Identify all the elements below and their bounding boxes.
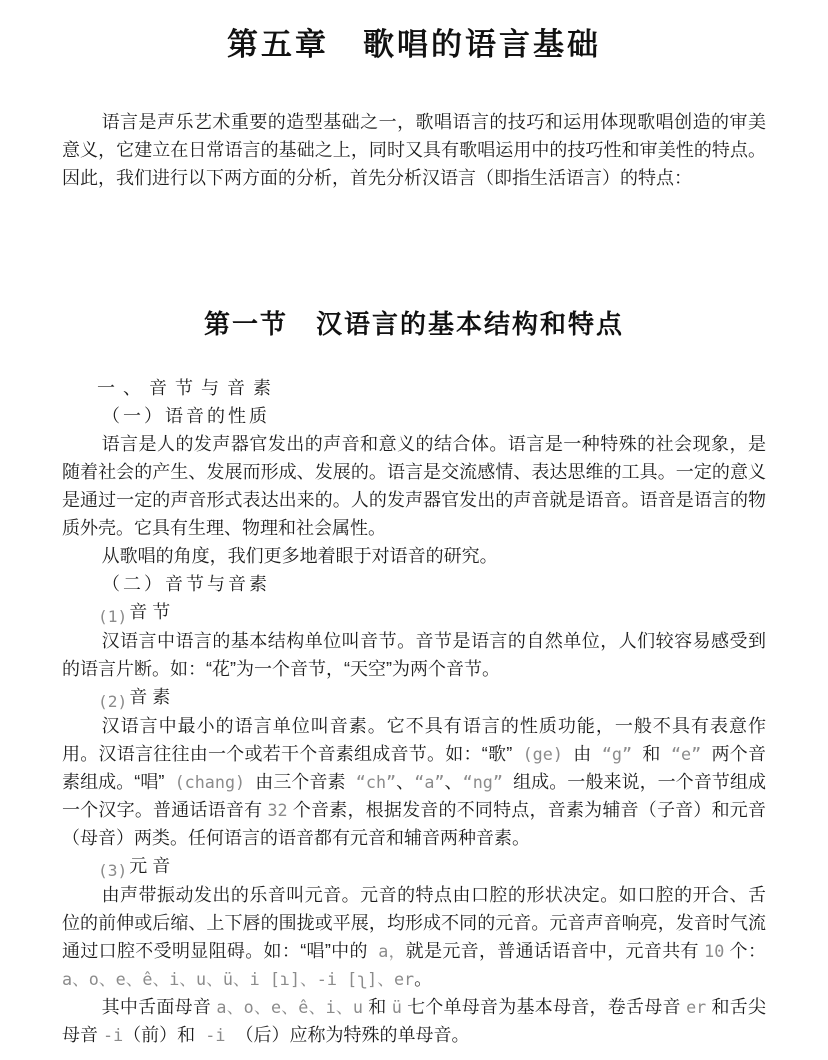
chinese-text: 元 音 [129, 856, 171, 876]
latin-text: (2) [98, 692, 128, 711]
chinese-text: 音 素 [129, 687, 171, 707]
chinese-text: 和 [362, 997, 392, 1017]
paragraph-basic-vowels [62, 993, 766, 1049]
chinese-text: 由三个音素 [255, 772, 346, 792]
chinese-text: 。 [414, 969, 433, 989]
chinese-text: 从歌唱的角度，我们更多地着眼于对语音的研究。 [101, 546, 498, 566]
intro-paragraph: 语言是声乐艺术重要的造型基础之一，歌唱语言的技巧和运用体现歌唱创造的审美意义，它建立在日常语言的基础之上，同时又具有歌唱运用中的技巧性和审美性的特点。因此，我们进行以下两方面的分析，首先分析汉语言（即指生活语言）的特点： [62, 112, 766, 188]
chinese-text: 和 [642, 744, 661, 764]
chinese-text: 个音素，根据发音的不同特点，音素为辅音（子音）和元音（母音）两类。任何语言的语音都有元音和辅音两种音素。 [62, 800, 767, 848]
chinese-text: （后）应称为特殊的单母音。 [235, 1025, 470, 1045]
chinese-text: 汉语言中语言的基本结构单位叫音节。音节是语言的自然单位，人们较容易感受到的语言片断。如：“花”为一个音节，“天空”为两个音节。 [62, 631, 766, 679]
chinese-text: （一）语音的性质 [102, 406, 270, 426]
chinese-text: （前）和 [123, 1025, 196, 1045]
latin-text: -i [103, 1025, 124, 1045]
label-syllable [98, 598, 766, 627]
latin-text: a、o、e、ê、i、u、ü、i [ɿ]、-i [ʅ]、er [62, 969, 415, 989]
subheading-nature-of-speech-sound [102, 402, 766, 430]
chinese-text: 、 [444, 772, 463, 792]
chinese-text: 由声带振动发出的乐音叫元音。元音的特点由口腔的形状决定。如口腔的开合、舌位的前伸或后缩、上下唇的围拢或平展，均形成不同的元音。元音声音响亮，发音时气流通过口腔不受明显阻碍。如：“唱”中的 [62, 885, 766, 961]
chinese-text: 汉语言中最小的语言单位叫音素。它不具有语言的性质功能，一般不具有表意作用。汉语言往往由一个或若干个音素组成音节。如：“歌” [62, 716, 766, 764]
latin-text: a、o、e、ê、i、u [216, 997, 363, 1017]
latin-text: 10 [704, 941, 725, 961]
latin-text: 32 [267, 800, 288, 820]
chinese-text: 一、音节与音素 [97, 378, 279, 398]
latin-text: “ng” [462, 772, 514, 792]
latin-text: (1) [98, 607, 128, 626]
paragraph-vowel [62, 881, 766, 993]
paragraph-nature-of-speech-sound [62, 430, 766, 542]
chinese-text: 个： [724, 941, 766, 961]
chinese-text: （二）音节与音素 [102, 574, 270, 594]
paragraph-phoneme [62, 712, 766, 852]
chinese-text: 组成。一般来说，一个音节组成一个汉字。普通话语音有 [62, 772, 767, 820]
label-vowel [98, 852, 766, 881]
chinese-text: 音 节 [129, 602, 171, 622]
subheading-syllable-and-phoneme [102, 570, 766, 598]
chinese-text: 、 [396, 772, 415, 792]
paragraph-singing-perspective [62, 542, 766, 570]
latin-text: a， [367, 941, 406, 961]
paragraph-syllable [62, 627, 766, 683]
chinese-text: 七个单母音为基本母音，卷舌母音 [401, 997, 687, 1017]
latin-text: -i [195, 1025, 236, 1045]
chinese-text: 其中舌面母音 [101, 997, 217, 1017]
latin-text: “ch” [345, 772, 397, 792]
chinese-text: 就是元音，普通话语音中，元音共有 [405, 941, 705, 961]
latin-text: “e” [660, 744, 712, 764]
section-title: 第一节 汉语言的基本结构和特点 [203, 309, 624, 339]
chinese-text: 两个音素组成。“唱” [62, 744, 767, 792]
chinese-text: 语言是人的发声器官发出的声音和意义的结合体。语言是一种特殊的社会现象，是随着社会的产生、发展而形成、发展的。语言是交流感情、表达思维的工具。一定的意义是通过一定的声音形式表达出来的。人的发声器官发出的声音就是语音。语音是语言的物质外壳。它具有生理、物理和社会属性。 [62, 434, 766, 538]
latin-text: er [686, 997, 707, 1017]
chinese-text: 和舌尖母音 [62, 997, 766, 1045]
latin-text: (3) [98, 861, 128, 880]
label-phoneme [98, 683, 766, 712]
heading-syllable-and-phoneme [97, 374, 766, 402]
latin-text: (ge) [512, 744, 574, 764]
chapter-title: 第五章 歌唱的语言基础 [227, 27, 601, 62]
latin-text: “a” [414, 772, 445, 792]
latin-text: (chang) [164, 772, 256, 792]
latin-text: “g” [591, 744, 643, 764]
latin-text: ü [391, 997, 402, 1017]
page-body [62, 374, 766, 1049]
chinese-text: 由 [573, 744, 592, 764]
